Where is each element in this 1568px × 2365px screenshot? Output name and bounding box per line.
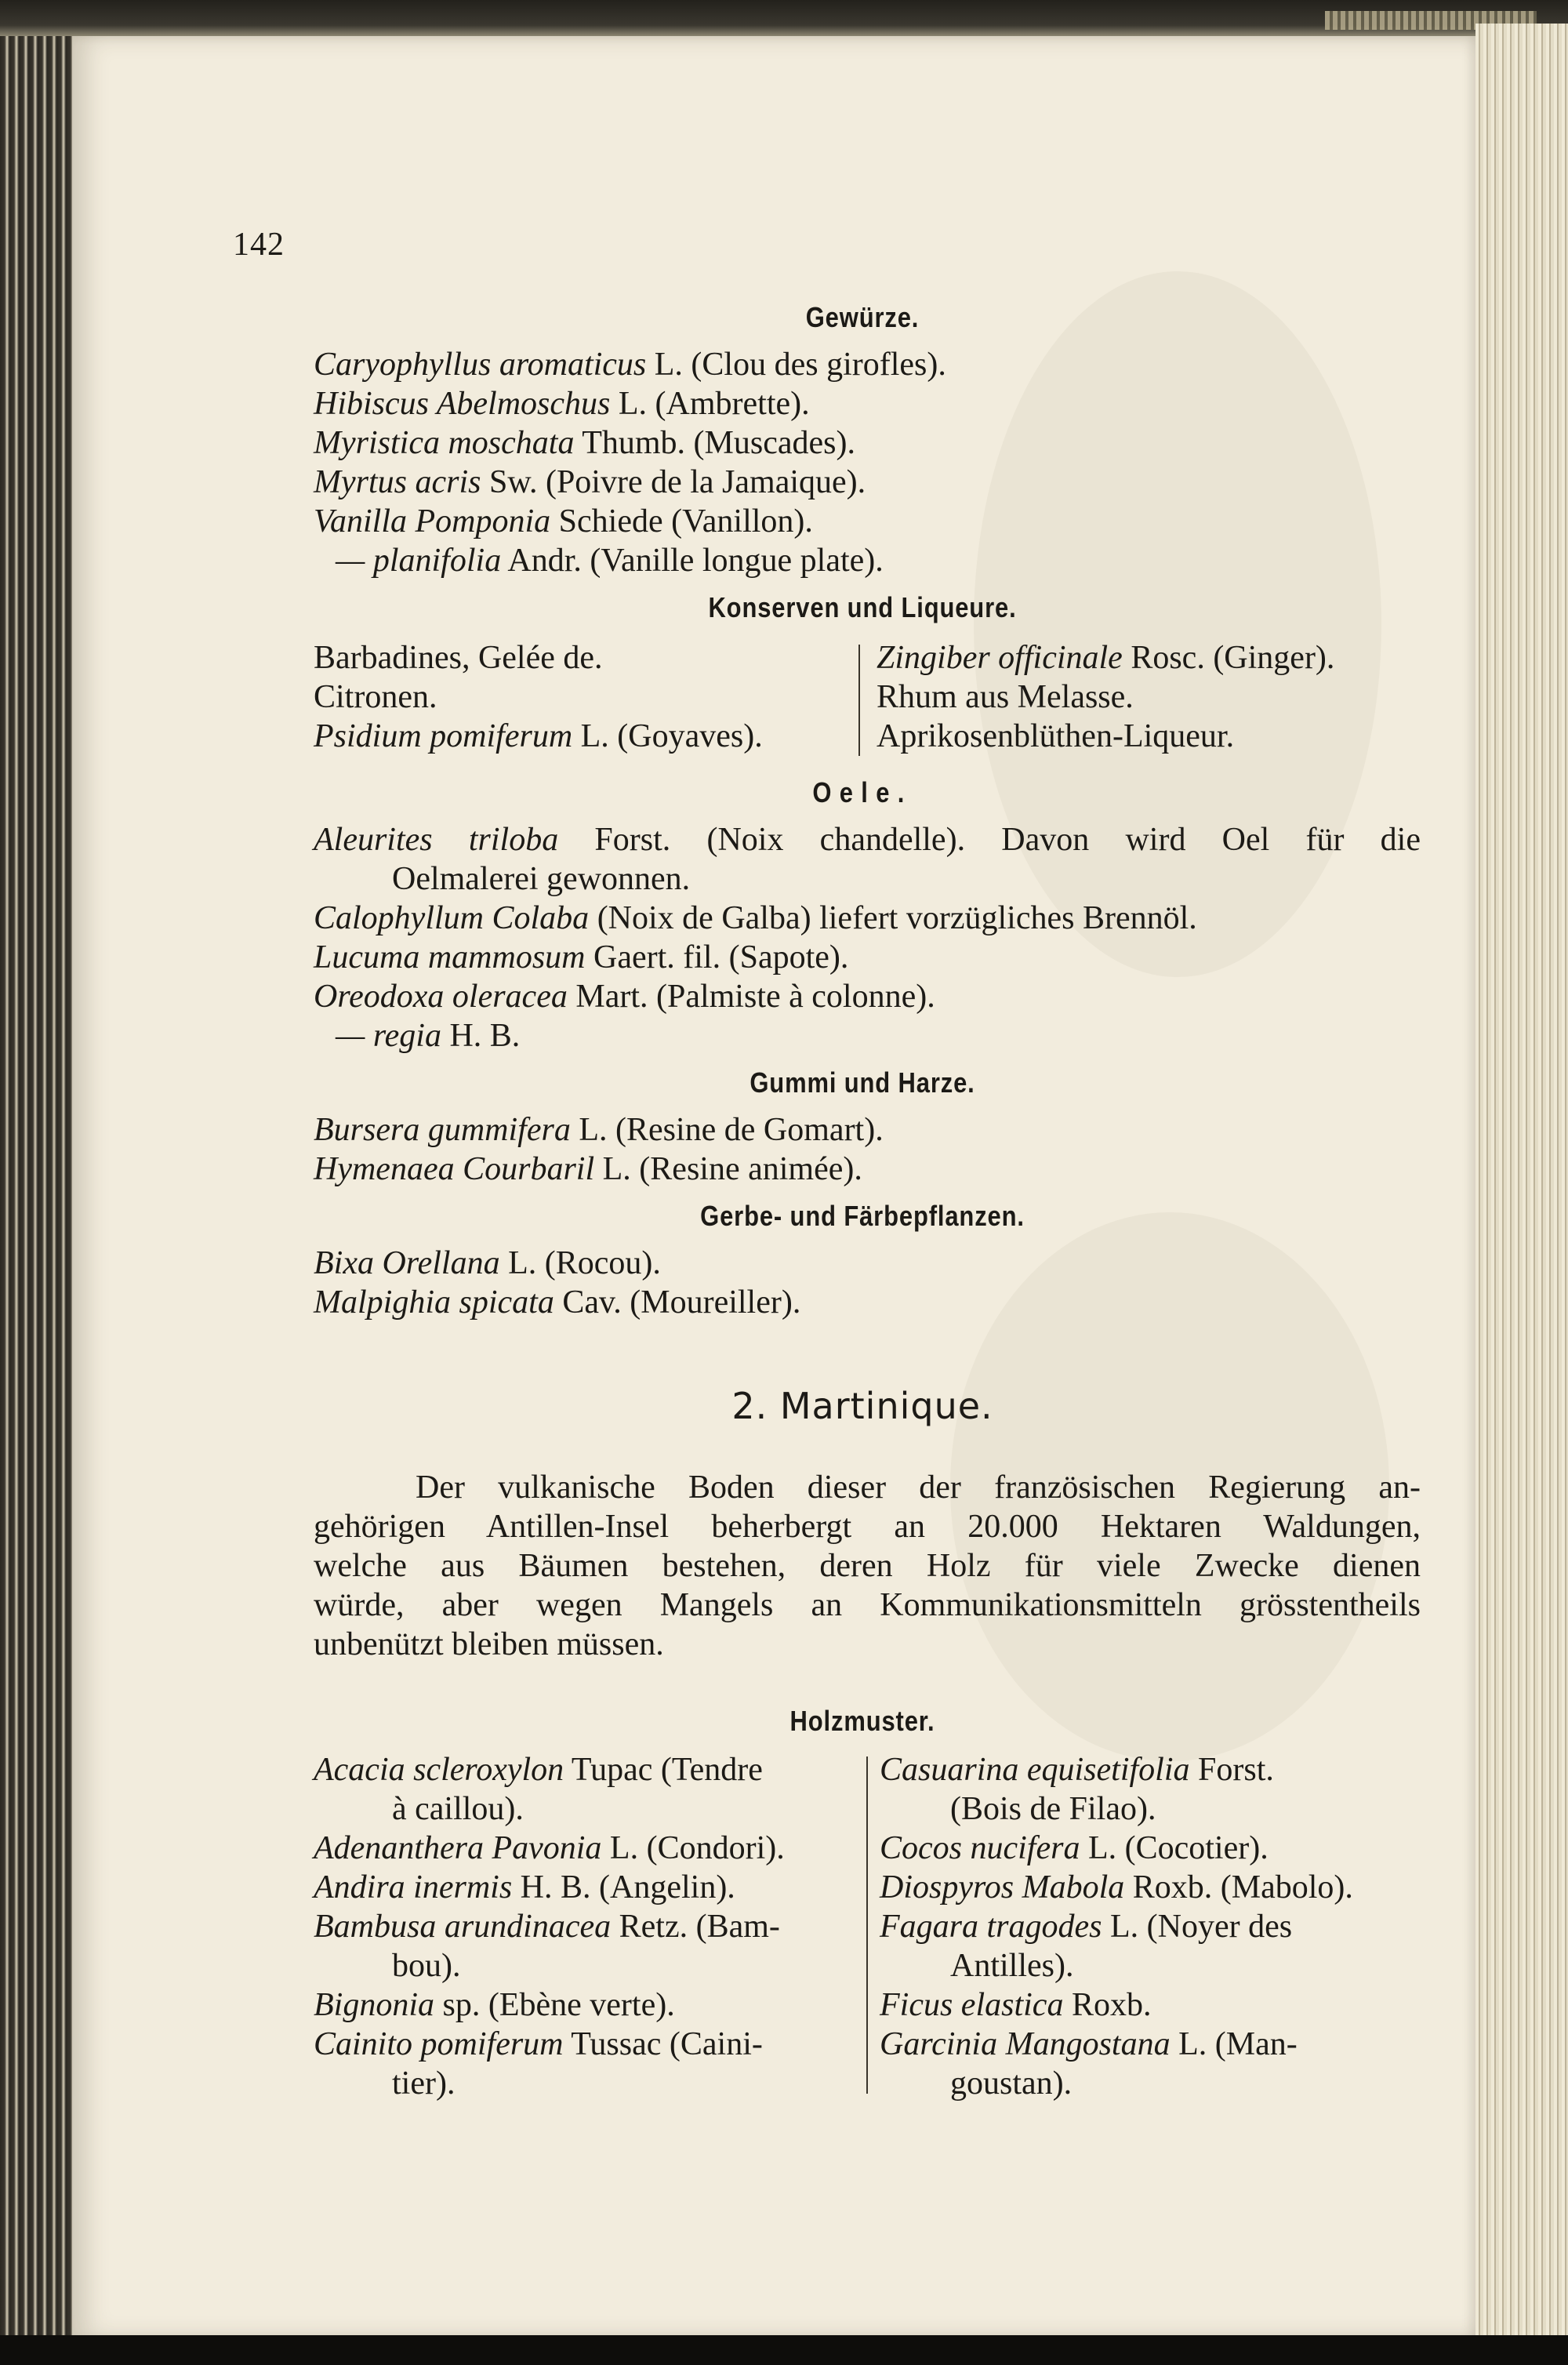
species-name: Hibiscus Abelmoschus	[314, 386, 611, 422]
entry	[314, 463, 866, 502]
entry-text: L. (Rocou).	[499, 1245, 661, 1281]
entry-text: Cav. (Moureiller).	[554, 1284, 801, 1321]
paragraph-line: Der vulkanische Boden dieser der französischen Regierung an-	[416, 1469, 1421, 1506]
entry	[314, 1829, 785, 1868]
species-name: Acacia scleroxylon	[314, 1752, 564, 1788]
entry	[314, 938, 848, 977]
entry	[880, 1868, 1353, 1907]
species-name: Bignonia	[314, 1987, 434, 2023]
entry-text: sp. (Ebène verte).	[434, 1987, 675, 2023]
entry	[314, 1750, 763, 1789]
entry-text: Forst. (Noix chandelle). Davon wird Oel für die	[558, 822, 1421, 858]
entry	[336, 541, 884, 580]
entry	[314, 1244, 661, 1283]
chapter-title: 2. Martinique.	[731, 1385, 993, 1427]
page-bottom-edge	[0, 2335, 1568, 2365]
column-divider	[866, 1756, 868, 2094]
entry	[314, 384, 810, 423]
entry	[877, 678, 1134, 717]
entry-text: Schiede (Vanillon).	[550, 503, 813, 539]
species-name: Myrtus acris	[314, 464, 481, 500]
species-name: Calophyllum Colaba	[314, 900, 590, 936]
entry	[314, 1150, 862, 1189]
species-name: Lucuma mammosum	[314, 939, 586, 975]
bleed-through-stain	[974, 271, 1381, 977]
paragraph-line: welche aus Bäumen bestehen, deren Holz für viele Zwecke dienen	[314, 1548, 1421, 1584]
entry-continuation	[950, 2064, 1072, 2103]
section-heading-gewuerze: Gewürze.	[805, 301, 920, 333]
species-name: Vanilla Pomponia	[314, 503, 551, 539]
entry-text: H. B.	[441, 1018, 521, 1054]
entry-text: L. (Noyer des	[1102, 1909, 1293, 1945]
species-name: Adenanthera Pavonia	[314, 1830, 602, 1866]
species-name: Hymenaea Courbaril	[314, 1151, 595, 1187]
entry	[880, 2025, 1298, 2064]
entry	[880, 1985, 1151, 2025]
entry	[314, 1283, 800, 1322]
species-name: Aleurites triloba	[314, 822, 559, 858]
entry-text: L. (Man-	[1170, 2026, 1298, 2062]
book-page	[72, 36, 1475, 2338]
entry	[314, 1110, 884, 1150]
entry	[880, 1829, 1269, 1868]
entry	[877, 717, 1234, 756]
entry-text: Andr. (Vanille longue plate).	[501, 543, 884, 579]
species-name: Bursera gummifera	[314, 1112, 571, 1148]
book-spine	[0, 0, 72, 2365]
entry	[877, 638, 1334, 678]
entry	[314, 1907, 780, 1946]
entry-text: Tupac (Tendre	[564, 1752, 763, 1788]
entry-text: L. (Resine animée).	[594, 1151, 862, 1187]
entry-text: Sw. (Poivre de la Jamaique).	[481, 464, 866, 500]
entry-continuation	[950, 1946, 1073, 1985]
entry	[880, 1750, 1274, 1789]
paragraph-line: würde, aber wegen Mangels an Kommunikationsmitteln grösstentheils	[314, 1587, 1421, 1623]
entry-text: H. B. (Angelin).	[512, 1869, 735, 1905]
species-name: Cainito pomiferum	[314, 2026, 564, 2062]
entry	[314, 502, 813, 541]
entry	[314, 977, 935, 1016]
entry	[314, 2025, 763, 2064]
entry	[314, 1868, 735, 1907]
entry-text: Rhum aus Melasse.	[877, 679, 1134, 715]
section-heading-gerbe: Gerbe- und Färbepflanzen.	[700, 1200, 1025, 1232]
section-heading-oele: Oele.	[812, 776, 913, 808]
entry-continuation	[950, 1789, 1156, 1829]
entry-text: Oelmalerei gewonnen.	[392, 861, 691, 897]
species-name: Fagara tragodes	[880, 1909, 1102, 1945]
section-heading-gummi: Gummi und Harze.	[750, 1066, 975, 1099]
entry-text: Citronen.	[314, 679, 437, 715]
entry-continuation	[392, 859, 690, 899]
species-name: Bambusa arundinacea	[314, 1909, 612, 1945]
species-name: Psidium pomiferum	[314, 718, 573, 754]
species-name: Zingiber officinale	[877, 640, 1123, 676]
entry-text: Mart. (Palmiste à colonne).	[567, 979, 935, 1015]
species-name: Caryophyllus aromaticus	[314, 347, 647, 383]
entry-text: Rosc. (Ginger).	[1122, 640, 1335, 676]
entry-text: Roxb.	[1063, 1987, 1152, 2023]
species-name: Myristica moschata	[314, 425, 575, 461]
entry	[314, 820, 1421, 859]
martinique-paragraph	[314, 1468, 1421, 1664]
species-name: Garcinia Mangostana	[880, 2026, 1171, 2062]
species-name: Casuarina equisetifolia	[880, 1752, 1190, 1788]
entry	[336, 1016, 520, 1055]
entry-text: Thumb. (Muscades).	[574, 425, 855, 461]
page-stack-edge	[1475, 24, 1568, 2365]
species-name: Oreodoxa oleracea	[314, 979, 568, 1015]
species-name: Diospyros Mabola	[880, 1869, 1125, 1905]
entry-text: L. (Goyaves).	[572, 718, 763, 754]
paragraph-line: unbenützt bleiben müssen.	[314, 1626, 664, 1662]
page-top-edge	[0, 0, 1568, 36]
entry-text: Forst.	[1189, 1752, 1274, 1788]
section-heading-holzmuster: Holzmuster.	[789, 1705, 935, 1737]
entry-continuation	[392, 2064, 455, 2103]
entry	[314, 638, 603, 678]
species-name: Malpighia spicata	[314, 1284, 554, 1321]
entry-text: tier).	[392, 2065, 456, 2102]
entry-text: Barbadines, Gelée de.	[314, 640, 603, 676]
column-divider	[858, 645, 860, 756]
entry	[314, 899, 1197, 938]
species-name: Cocos nucifera	[880, 1830, 1080, 1866]
species-name: — regia	[336, 1018, 441, 1054]
species-name: Bixa Orellana	[314, 1245, 500, 1281]
entry-text: L. (Condori).	[601, 1830, 785, 1866]
paragraph-line: gehörigen Antillen-Insel beherbergt an 20.000 Hektaren Waldungen,	[314, 1509, 1421, 1545]
entry-text: Gaert. fil. (Sapote).	[585, 939, 849, 975]
species-name: Ficus elastica	[880, 1987, 1064, 2023]
entry	[314, 717, 763, 756]
entry-text: Retz. (Bam-	[611, 1909, 780, 1945]
entry-text: L. (Clou des girofles).	[646, 347, 946, 383]
section-heading-konserven: Konserven und Liqueure.	[708, 591, 1017, 623]
entry-text: Aprikosenblüthen-Liqueur.	[877, 718, 1235, 754]
entry	[880, 1907, 1292, 1946]
entry-text: Roxb. (Mabolo).	[1124, 1869, 1353, 1905]
page-number: 142	[233, 227, 285, 263]
entry-text: bou).	[392, 1948, 461, 1984]
entry-text: L. (Resine de Gomart).	[570, 1112, 884, 1148]
entry	[314, 678, 437, 717]
entry-continuation	[392, 1789, 524, 1829]
entry	[314, 423, 855, 463]
entry-text: goustan).	[950, 2065, 1073, 2102]
entry-text: à caillou).	[392, 1791, 524, 1827]
entry-text: L. (Ambrette).	[610, 386, 810, 422]
entry-text: Antilles).	[950, 1948, 1074, 1984]
entry-text: (Bois de Filao).	[950, 1791, 1156, 1827]
entry-text: Tussac (Caini-	[563, 2026, 763, 2062]
species-name: Andira inermis	[314, 1869, 513, 1905]
entry	[314, 345, 946, 384]
entry-text: (Noix de Galba) liefert vorzügliches Brennöl.	[589, 900, 1197, 936]
entry	[314, 1985, 675, 2025]
entry-continuation	[392, 1946, 461, 1985]
entry-text: L. (Cocotier).	[1080, 1830, 1269, 1866]
species-name: — planifolia	[336, 543, 502, 579]
